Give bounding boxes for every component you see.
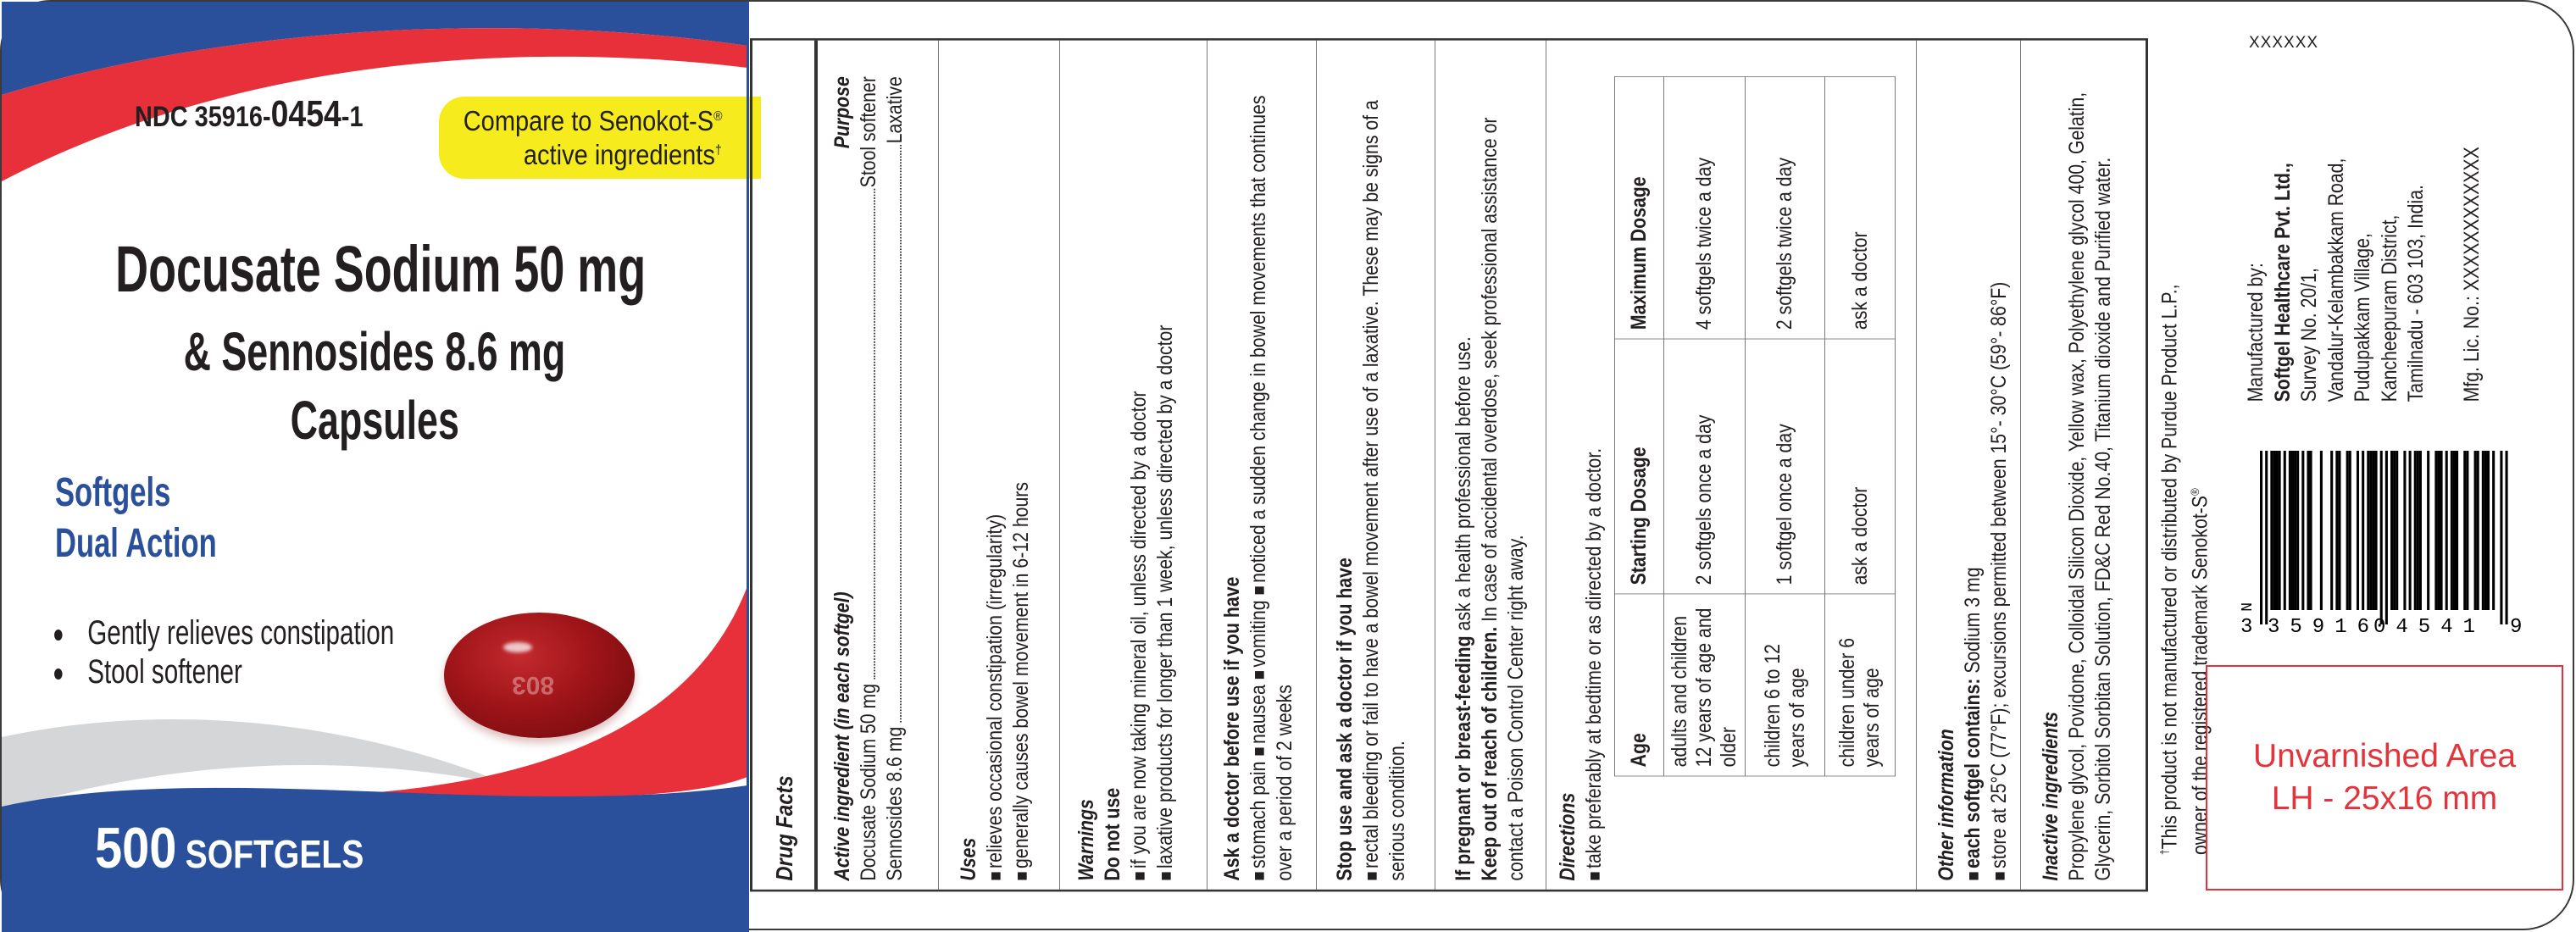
barcode-bar	[2466, 451, 2468, 610]
barcode-digits-right: 04541	[2373, 616, 2486, 639]
barcode-bar	[2393, 451, 2396, 610]
unvarnished-area-box	[2206, 665, 2563, 890]
barcode-bar	[2417, 451, 2419, 610]
inactive-ingredients-section: Inactive ingredients Propylene glycol, Povidone, Colloidal Silicon Dioxide, Yellow wax, Polyethylene glycol 400, Gelatin, Glycerin, Sorbitol Sorbitan Solution, FD&C Red No.40, Titanium dioxide and Purified water.	[2039, 92, 2115, 881]
ingredient-row: Docusate Sodium 50 mg Stool softener	[857, 76, 880, 881]
product-title-line1: Docusate Sodium 50 mg	[115, 233, 647, 306]
barcode-bar	[2346, 451, 2349, 610]
drug-facts-box	[750, 38, 2148, 891]
unvarnished-area-size: LH - 25x16 mm	[2271, 780, 2498, 817]
barcode-bar	[2453, 451, 2456, 610]
barcode-bar	[2260, 451, 2262, 624]
barcode-bar	[2385, 451, 2388, 624]
bullet-dot-icon	[54, 630, 63, 641]
compare-line1: Compare to Senokot-S®	[463, 105, 722, 136]
barcode-bar	[2289, 451, 2291, 610]
manufacturing-license: Mfg. Lic. No.: XXXXXXXXXXXX	[2460, 147, 2484, 402]
dosage-table	[1614, 76, 1896, 776]
label-code: XXXXXX	[2249, 34, 2319, 52]
trademark-footnote: †This product is not manufactured or distributed by Purdue Product L.P., owner of the registered trademark Senokot-S®	[2157, 284, 2212, 856]
warnings-section: Warnings Do not use ■if you are now taking mineral oil, unless directed by a doctor ■laxative products for longer than 1 week, unless directed by a doctor	[1060, 41, 1208, 890]
barcode-bar	[2372, 451, 2374, 610]
pregnancy-section: If pregnant or breast-feeding ask a health professional before use. Keep out of reach of children. In case of accidental overdose, seek professional assistance or contact a Poison Control Center right away.	[1435, 41, 1546, 890]
barcode-bar	[2296, 451, 2299, 610]
barcode-bar	[2301, 451, 2304, 610]
stop-use-section: Stop use and ask a doctor if you have ■rectal bleeding or fail to have a bowel movement after use of a laxative. These may be signs of a serious condition.	[1317, 41, 1435, 890]
barcode-bar	[2451, 451, 2453, 610]
unvarnished-area-label: Unvarnished Area	[2252, 738, 2517, 774]
barcode-bar	[2335, 451, 2338, 610]
barcode-bar	[2492, 451, 2495, 610]
barcode-bar	[2320, 451, 2323, 610]
barcode-bar	[2270, 451, 2273, 610]
barcode-bar	[2330, 451, 2333, 610]
capsule-imprint: 803	[512, 671, 555, 699]
barcode-bar	[2367, 451, 2369, 610]
uses-section: Uses ■relieves occasional constipation (irregularity) ■generally causes bowel movement in 6-12 hours	[939, 41, 1060, 890]
barcode-bar	[2357, 451, 2359, 610]
barcode-bar	[2338, 451, 2340, 610]
barcode-bar	[2273, 451, 2275, 610]
barcode-bar	[2437, 451, 2440, 610]
active-ingredient-section: Active ingredient (in each softgel) Purpose Docusate Sodium 50 mg Stool softener Sennosides 8.6 mg Laxative	[818, 41, 939, 890]
barcode-bar	[2265, 451, 2268, 624]
compare-badge	[439, 97, 761, 179]
barcode-bar	[2284, 451, 2286, 610]
bullet-dot-icon	[54, 668, 63, 680]
barcode-bar	[2396, 451, 2398, 610]
compare-line2: active ingredients†	[524, 139, 722, 170]
ndc-number: NDC 35916-0454-1	[135, 93, 364, 135]
barcode-bar	[2487, 451, 2490, 610]
barcode-bar	[2482, 451, 2484, 610]
barcode-bar	[2279, 451, 2281, 610]
barcode-bar	[2349, 451, 2351, 610]
drug-facts-header: Drug Facts	[752, 41, 818, 890]
barcode-bar	[2474, 451, 2477, 610]
table-row: children 6 to 12 years of age 1 softgel once a day 2 softgels twice a day	[1746, 77, 1825, 776]
barcode-bar	[2427, 451, 2429, 610]
dual-action-subtitle: Dual Action	[55, 521, 217, 566]
drug-facts-panel	[750, 2, 2148, 932]
barcode-digit-last: 9	[2510, 616, 2523, 639]
barcode-bar	[2434, 451, 2437, 610]
barcode-bar	[2419, 451, 2422, 610]
product-title-line2: & Sennosides 8.6 mg	[183, 321, 566, 382]
upc-barcode	[2236, 451, 2523, 639]
barcode-bar	[2275, 451, 2278, 610]
barcode-digit-first: 3	[2240, 616, 2253, 639]
ask-doctor-section: Ask a doctor before use if you have ■stomach pain ■nausea ■vomiting ■noticed a sudden change in bowel movements that continues over a period of 2 weeks	[1208, 41, 1317, 890]
other-information-section: Other information ■each softgel contains: Sodium 3 mg ■store at 25°C (77°F); excursions permitted between 15°- 30°C (59°- 86°F)	[1917, 41, 2021, 890]
barcode-bar	[2440, 451, 2443, 610]
table-row: adults and children 12 years of age and older 2 softgels once a day 4 softgels twice a day	[1664, 77, 1746, 776]
barcode-bar	[2307, 451, 2309, 610]
barcode-bar	[2463, 451, 2466, 610]
barcode-bar	[2310, 451, 2312, 610]
benefit-bullet: Gently relieves constipation	[54, 614, 394, 652]
front-panel	[2, 2, 747, 932]
barcode-bar	[2500, 451, 2502, 624]
table-row: children under 6 years of age ask a doctor ask a doctor	[1825, 77, 1896, 776]
ingredient-row: Sennosides 8.6 mg Laxative	[883, 76, 907, 881]
barcode-bar	[2362, 451, 2364, 610]
table-header-row: Age Starting Dosage Maximum Dosage	[1615, 77, 1664, 776]
panel-divider	[747, 2, 749, 932]
benefit-bullet: Stool softener	[54, 653, 242, 691]
product-title-line3: Capsules	[290, 390, 459, 451]
barcode-bar	[2369, 451, 2372, 610]
barcode-bar	[2390, 451, 2393, 610]
barcode-bar	[2294, 451, 2296, 610]
directions-section: Directions ■take preferably at bedtime or as directed by a doctor. Age Starting Dosage Maximum Dosage adults and children 12 years of age and older 2 softgels once a day 4 softgels twice a day children 6 to 12 years of age 1 softgel once a day 2 softgels twice a day children under 6 years of age ask a doctor ask a doctor	[1546, 41, 1917, 890]
manufacturer-address: Manufactured by: Softgel Healthcare Pvt. Ltd., Survey No. 20/1, Vandalur-Kelambakkam Road, Pudupakkam Village, Kancheepuram District, Tamilnadu - 603 103, India.	[2244, 158, 2428, 402]
barcode-bar	[2414, 451, 2417, 610]
barcode-bar	[2477, 451, 2479, 610]
barcode-bar	[2484, 451, 2487, 610]
barcode-bar	[2409, 451, 2412, 610]
barcode-bar	[2446, 451, 2448, 610]
barcode-bar	[2291, 451, 2294, 610]
capsule-highlight	[503, 642, 532, 652]
barcode-bar	[2403, 451, 2406, 610]
barcode-digits-left: 35916	[2267, 616, 2380, 639]
barcode-bar	[2456, 451, 2458, 610]
package-count: 500 SOFTGELS	[95, 816, 364, 880]
barcode-tag: N	[2236, 602, 2253, 612]
barcode-bar	[2506, 451, 2508, 624]
barcode-bar	[2375, 451, 2378, 610]
softgel-capsule-image	[444, 613, 635, 738]
softgels-subtitle: Softgels	[55, 470, 171, 515]
barcode-bar	[2380, 451, 2383, 624]
